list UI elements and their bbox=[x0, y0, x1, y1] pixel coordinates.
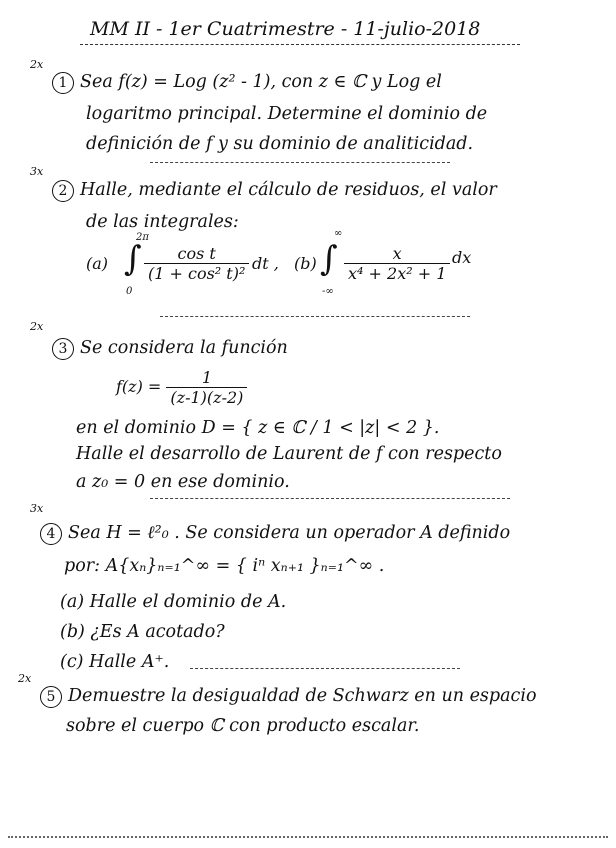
problem-1-line-2: logaritmo principal. Determine el dominio de bbox=[86, 104, 488, 124]
integral-b-numerator: x bbox=[344, 244, 450, 264]
problem-3-line-4: a z₀ = 0 en ese dominio. bbox=[76, 472, 290, 492]
problem-2-integrals bbox=[86, 228, 506, 302]
problem-3-number: 3 bbox=[52, 338, 74, 360]
separator-3 bbox=[150, 498, 510, 499]
problem-1-text-1: Sea f(z) = Log (z² - 1), con z ∈ ℂ y Log el bbox=[80, 72, 442, 92]
exam-title: MM II - 1er Cuatrimestre - 11-julio-2018 bbox=[90, 18, 481, 40]
integral-a-label: (a) bbox=[86, 254, 109, 273]
problem-4-part-a: (a) Halle el dominio de A. bbox=[60, 592, 287, 612]
integral-a-lower: 0 bbox=[126, 286, 133, 297]
integral-b-lower: -∞ bbox=[322, 286, 334, 297]
title-underline bbox=[80, 44, 520, 45]
function-numerator: 1 bbox=[166, 368, 247, 388]
problem-5-number: 5 bbox=[40, 686, 62, 708]
problem-1-points: 2x bbox=[30, 58, 44, 71]
problem-4-line-1 bbox=[40, 522, 510, 545]
integral-b-label: (b) bbox=[294, 254, 317, 273]
problem-4-text-1: Sea H = ℓ²₀ . Se considera un operador A definido bbox=[68, 523, 511, 543]
integral-a-numerator: cos t bbox=[144, 244, 249, 264]
integral-a-sign: ∫ bbox=[124, 239, 142, 279]
function-denominator: (z-1)(z-2) bbox=[170, 388, 244, 407]
problem-3-text-1: Se considera la función bbox=[80, 338, 288, 358]
problem-4-part-c: (c) Halle A⁺. bbox=[60, 652, 170, 672]
function-lhs: f(z) = bbox=[116, 377, 162, 396]
function-fraction bbox=[166, 368, 247, 407]
problem-1-line-1 bbox=[52, 72, 442, 94]
problem-2-number: 2 bbox=[52, 180, 74, 202]
problem-5-points: 2x bbox=[18, 672, 32, 685]
problem-2-points: 3x bbox=[30, 165, 44, 178]
problem-3-line-2: en el dominio D = { z ∈ ℂ / 1 < |z| < 2 }. bbox=[76, 418, 440, 438]
problem-3-function bbox=[116, 368, 247, 407]
problem-4-line-2: por: A{xₙ}ₙ₌₁^∞ = { iⁿ xₙ₊₁ }ₙ₌₁^∞ . bbox=[64, 556, 385, 576]
problem-3-line-3: Halle el desarrollo de Laurent de f con respecto bbox=[76, 444, 502, 464]
problem-4-number: 4 bbox=[40, 523, 62, 545]
integral-b-denominator: x⁴ + 2x² + 1 bbox=[348, 264, 447, 283]
problem-3-points: 2x bbox=[30, 320, 44, 333]
integral-a-upper: 2π bbox=[136, 232, 149, 243]
problem-5-line-1 bbox=[40, 686, 536, 708]
integral-b-upper: ∞ bbox=[334, 228, 343, 239]
separator-1 bbox=[150, 162, 450, 163]
integral-b-dx: dx bbox=[452, 248, 472, 267]
integral-b-fraction bbox=[344, 244, 450, 283]
problem-1-line-3: definición de f y su dominio de analiticidad. bbox=[86, 134, 474, 154]
problem-1-number: 1 bbox=[52, 72, 74, 94]
integral-b-sign: ∫ bbox=[320, 239, 338, 279]
problem-2-text-1: Halle, mediante el cálculo de residuos, el valor bbox=[80, 180, 497, 200]
problem-2-line-2: de las integrales: bbox=[86, 212, 239, 232]
problem-4-part-b: (b) ¿Es A acotado? bbox=[60, 622, 225, 642]
page-bottom-edge bbox=[8, 836, 608, 838]
problem-4-points: 3x bbox=[30, 502, 44, 515]
problem-5-text-1: Demuestre la desigualdad de Schwarz en un espacio bbox=[68, 686, 537, 706]
integral-a-dt: dt , bbox=[252, 254, 279, 273]
integral-a-denominator: (1 + cos² t)² bbox=[148, 264, 246, 283]
separator-4 bbox=[190, 668, 460, 669]
separator-2 bbox=[160, 316, 470, 317]
problem-5-line-2: sobre el cuerpo ℂ con producto escalar. bbox=[66, 716, 420, 736]
integral-a-fraction bbox=[144, 244, 249, 283]
problem-3-line-1 bbox=[52, 338, 288, 360]
problem-2-line-1 bbox=[52, 180, 497, 202]
